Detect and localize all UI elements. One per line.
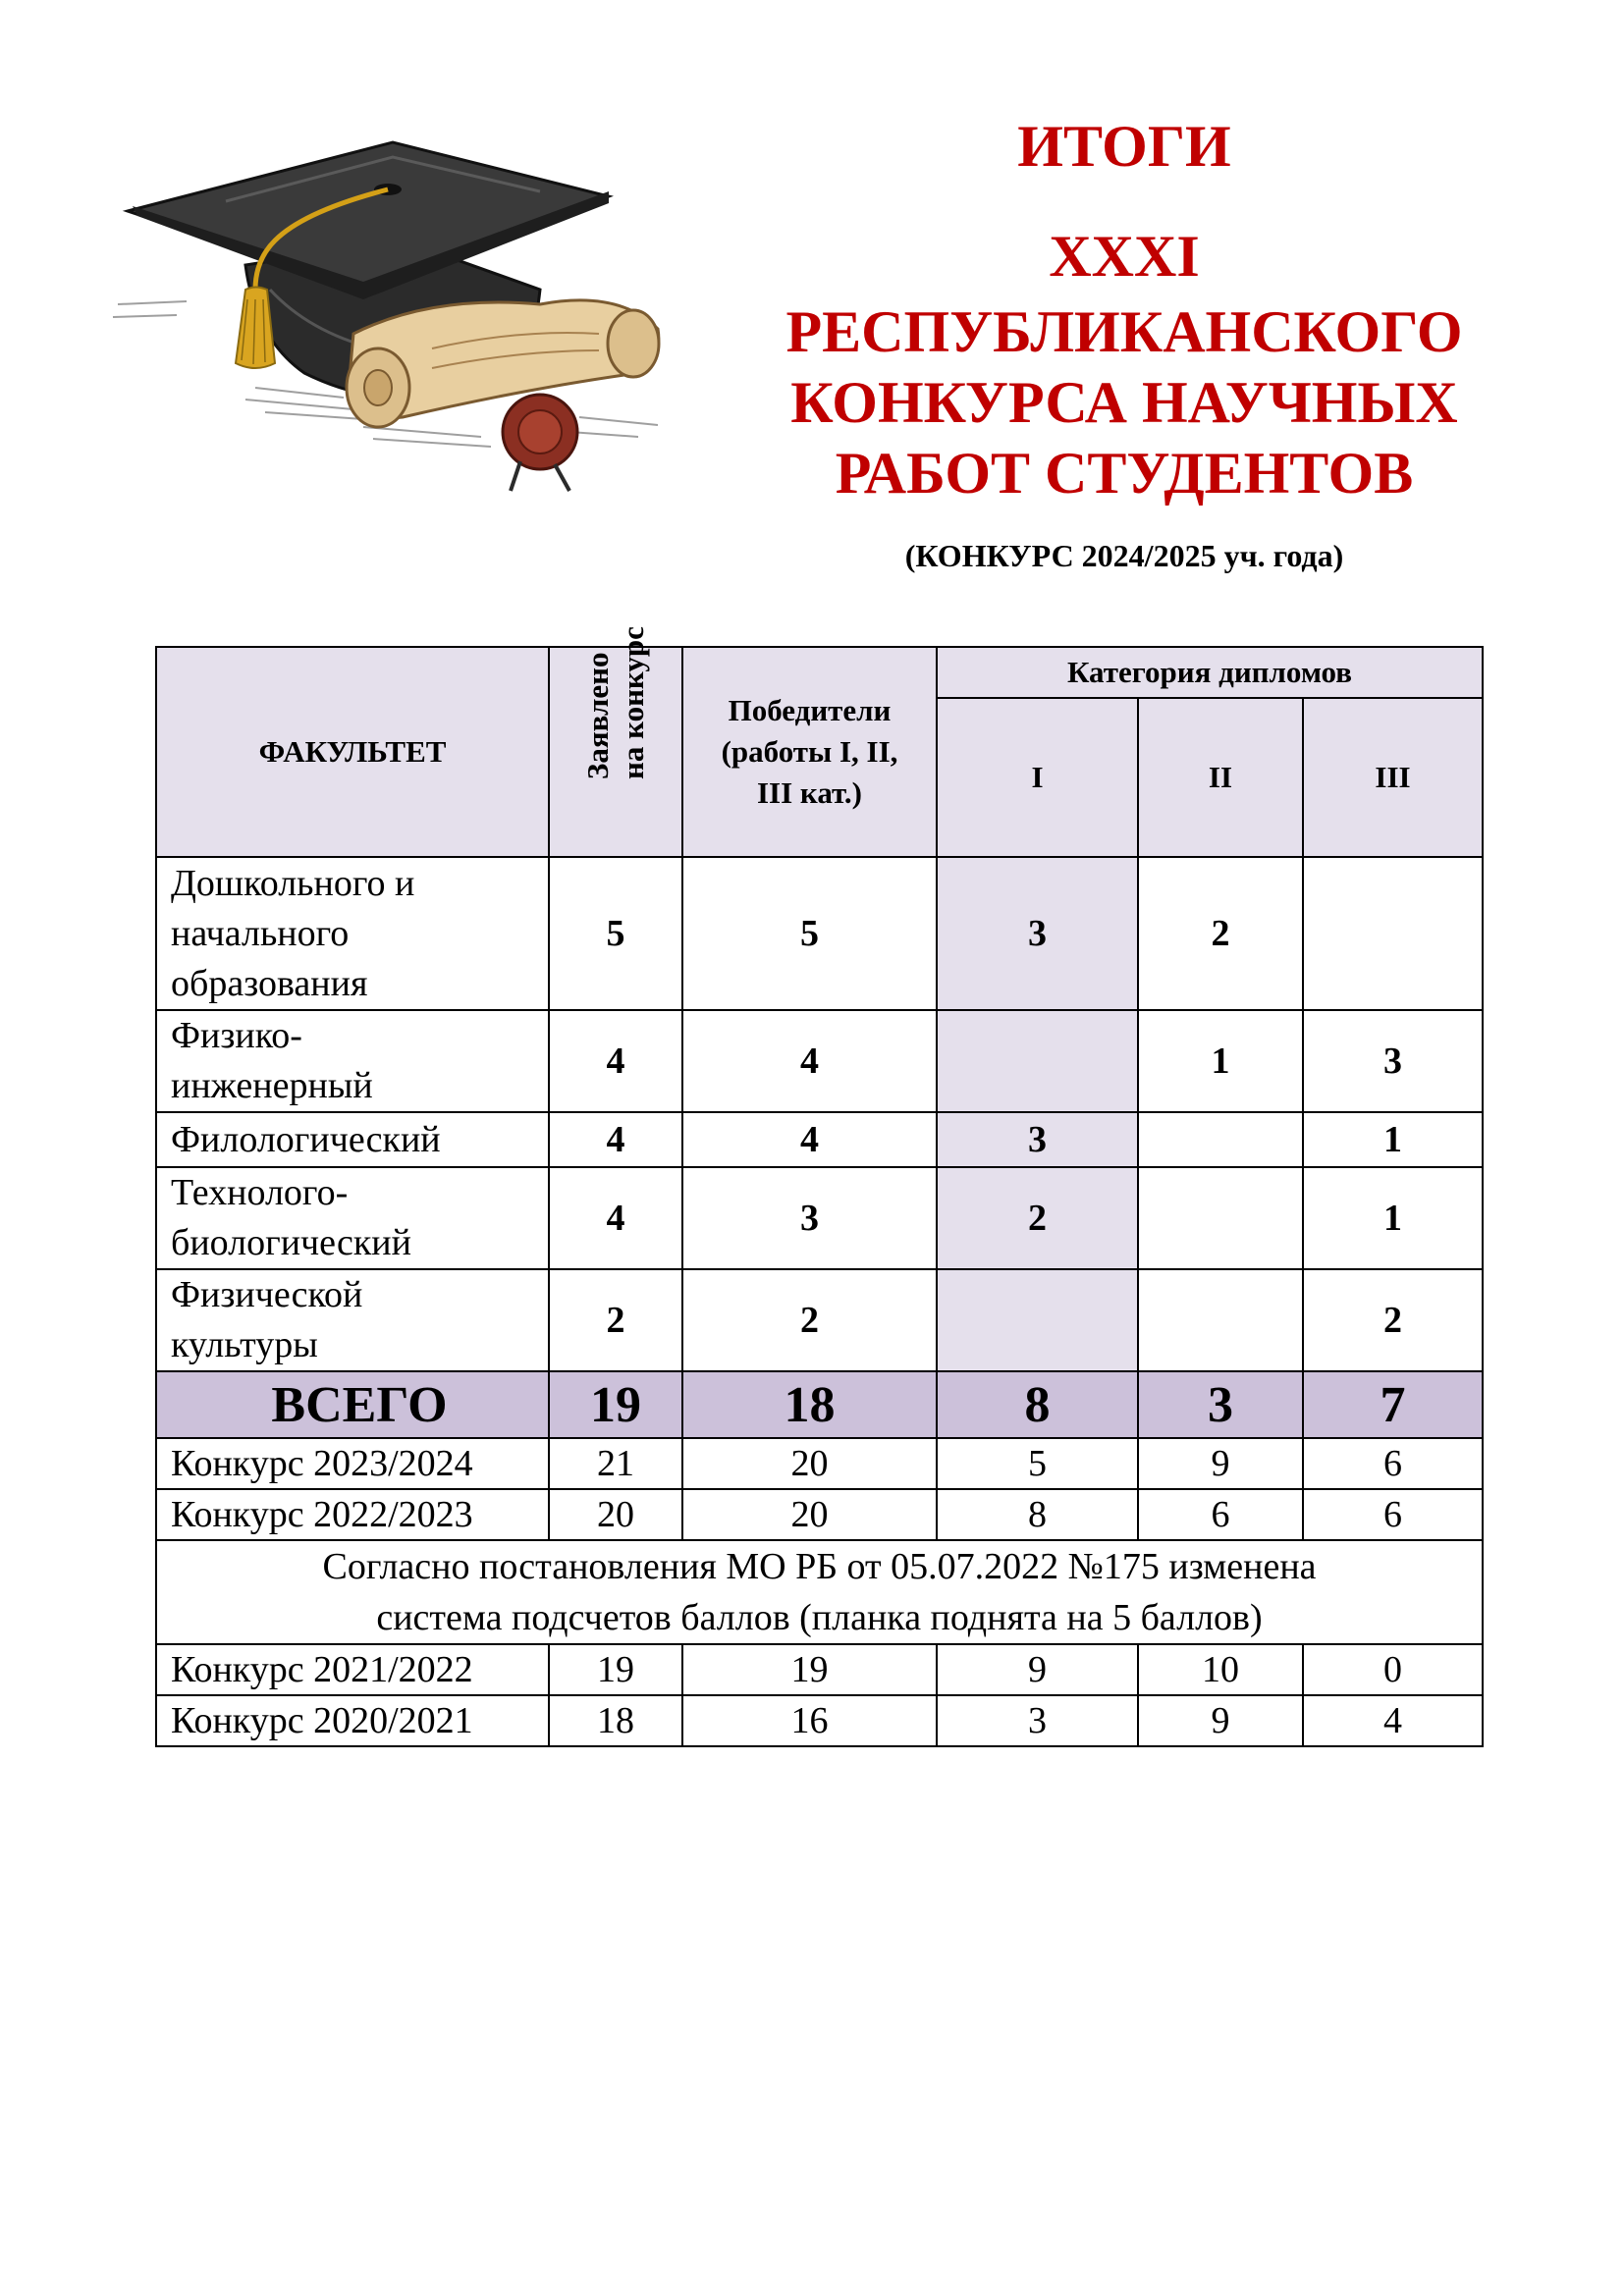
header-applied-line1: Заявлено xyxy=(580,652,615,779)
previous-cat3: 0 xyxy=(1303,1644,1483,1695)
total-cat3: 7 xyxy=(1303,1371,1483,1438)
header-faculty: ФАКУЛЬТЕТ xyxy=(156,647,549,857)
header-winners xyxy=(682,647,937,857)
winners-cell: 2 xyxy=(682,1269,937,1371)
faculty-line: образования xyxy=(171,962,368,1004)
cat2-cell: 2 xyxy=(1138,857,1303,1010)
previous-year-label: Конкурс 2023/2024 xyxy=(156,1438,549,1489)
previous-year-row xyxy=(156,1644,1483,1695)
previous-applied: 18 xyxy=(549,1695,682,1746)
header-winners-line1: Победители xyxy=(728,693,892,727)
cat1-cell xyxy=(937,1010,1138,1112)
total-winners: 18 xyxy=(682,1371,937,1438)
header-applied xyxy=(549,626,682,857)
note-row xyxy=(156,1540,1483,1644)
cat1-cell xyxy=(937,1269,1138,1371)
faculty-line: Технолого- xyxy=(171,1172,349,1213)
cat2-cell: 1 xyxy=(1138,1010,1303,1112)
header-winners-line2: (работы I, II, xyxy=(721,734,898,769)
previous-applied: 20 xyxy=(549,1489,682,1540)
cat3-cell: 1 xyxy=(1303,1112,1483,1167)
table-row xyxy=(156,1112,1483,1167)
header-cat-1: I xyxy=(937,698,1138,857)
cat1-cell: 3 xyxy=(937,1112,1138,1167)
faculty-line: Филологический xyxy=(171,1118,441,1160)
title-itogi: ИТОГИ xyxy=(1017,114,1231,179)
faculty-cell xyxy=(156,1112,549,1167)
previous-year-label: Конкурс 2020/2021 xyxy=(156,1695,549,1746)
total-cat2: 3 xyxy=(1138,1371,1303,1438)
previous-year-row xyxy=(156,1489,1483,1540)
previous-cat3: 6 xyxy=(1303,1489,1483,1540)
faculty-line: культуры xyxy=(171,1324,318,1365)
faculty-cell xyxy=(156,857,549,1010)
previous-applied: 19 xyxy=(549,1644,682,1695)
faculty-line: Физической xyxy=(171,1274,363,1315)
faculty-line: биологический xyxy=(171,1222,411,1263)
cat1-cell: 3 xyxy=(937,857,1138,1010)
total-row xyxy=(156,1371,1483,1438)
note-line: система подсчетов баллов (планка поднята на 5 баллов) xyxy=(376,1597,1263,1638)
previous-year-row xyxy=(156,1695,1483,1746)
cat2-cell xyxy=(1138,1269,1303,1371)
faculty-line: инженерный xyxy=(171,1065,373,1106)
table-row xyxy=(156,1269,1483,1371)
title-line-student-works: РАБОТ СТУДЕНТОВ xyxy=(835,441,1414,506)
header-applied-line2: на конкурс xyxy=(616,626,650,779)
previous-cat2: 10 xyxy=(1138,1644,1303,1695)
previous-cat3: 4 xyxy=(1303,1695,1483,1746)
cat3-cell: 3 xyxy=(1303,1010,1483,1112)
previous-applied: 21 xyxy=(549,1438,682,1489)
note-line: Согласно постановления МО РБ от 05.07.2022 №175 изменена xyxy=(322,1546,1317,1587)
previous-cat2: 9 xyxy=(1138,1438,1303,1489)
previous-winners: 19 xyxy=(682,1644,937,1695)
faculty-cell xyxy=(156,1010,549,1112)
winners-cell: 4 xyxy=(682,1112,937,1167)
cat2-cell xyxy=(1138,1112,1303,1167)
document-title xyxy=(692,98,1556,508)
cat1-cell: 2 xyxy=(937,1167,1138,1269)
winners-cell: 4 xyxy=(682,1010,937,1112)
faculty-line: Дошкольного и xyxy=(171,862,415,904)
table-row xyxy=(156,857,1483,1010)
total-label: ВСЕГО xyxy=(156,1371,549,1438)
title-roman-number: XXXI xyxy=(1049,224,1200,289)
previous-winners: 20 xyxy=(682,1489,937,1540)
table-header-row xyxy=(156,647,1483,698)
previous-year-label: Конкурс 2022/2023 xyxy=(156,1489,549,1540)
applied-cell: 4 xyxy=(549,1167,682,1269)
subtitle: (КОНКУРС 2024/2025 уч. года) xyxy=(904,538,1344,573)
previous-cat1: 3 xyxy=(937,1695,1138,1746)
faculty-cell xyxy=(156,1167,549,1269)
applied-cell: 4 xyxy=(549,1010,682,1112)
results-table xyxy=(155,626,1484,1747)
applied-cell: 2 xyxy=(549,1269,682,1371)
previous-winners: 20 xyxy=(682,1438,937,1489)
table-row xyxy=(156,1167,1483,1269)
faculty-cell xyxy=(156,1269,549,1371)
faculty-line: Физико- xyxy=(171,1015,302,1056)
winners-cell: 3 xyxy=(682,1167,937,1269)
header-cat-3: III xyxy=(1303,698,1483,857)
previous-year-row xyxy=(156,1438,1483,1489)
applied-cell: 5 xyxy=(549,857,682,1010)
total-cat1: 8 xyxy=(937,1371,1138,1438)
header-category: Категория дипломов xyxy=(937,647,1483,698)
previous-cat1: 9 xyxy=(937,1644,1138,1695)
previous-cat1: 8 xyxy=(937,1489,1138,1540)
previous-cat2: 9 xyxy=(1138,1695,1303,1746)
previous-year-label: Конкурс 2021/2022 xyxy=(156,1644,549,1695)
applied-cell: 4 xyxy=(549,1112,682,1167)
total-applied: 19 xyxy=(549,1371,682,1438)
cat3-cell: 1 xyxy=(1303,1167,1483,1269)
faculty-line: начального xyxy=(171,912,350,954)
header-cat-2: II xyxy=(1138,698,1303,857)
cat3-cell: 2 xyxy=(1303,1269,1483,1371)
previous-cat1: 5 xyxy=(937,1438,1138,1489)
scoring-change-note xyxy=(156,1540,1483,1644)
winners-cell: 5 xyxy=(682,857,937,1010)
graduation-cap-with-diploma-scroll-icon xyxy=(108,93,687,501)
table-row xyxy=(156,1010,1483,1112)
title-line-republican: РЕСПУБЛИКАНСКОГО xyxy=(785,299,1463,364)
previous-winners: 16 xyxy=(682,1695,937,1746)
cat3-cell xyxy=(1303,857,1483,1010)
title-line-contest: КОНКУРСА НАУЧНЫХ xyxy=(790,370,1458,435)
previous-cat2: 6 xyxy=(1138,1489,1303,1540)
previous-cat3: 6 xyxy=(1303,1438,1483,1489)
header-winners-line3: III кат.) xyxy=(756,775,862,810)
cat2-cell xyxy=(1138,1167,1303,1269)
